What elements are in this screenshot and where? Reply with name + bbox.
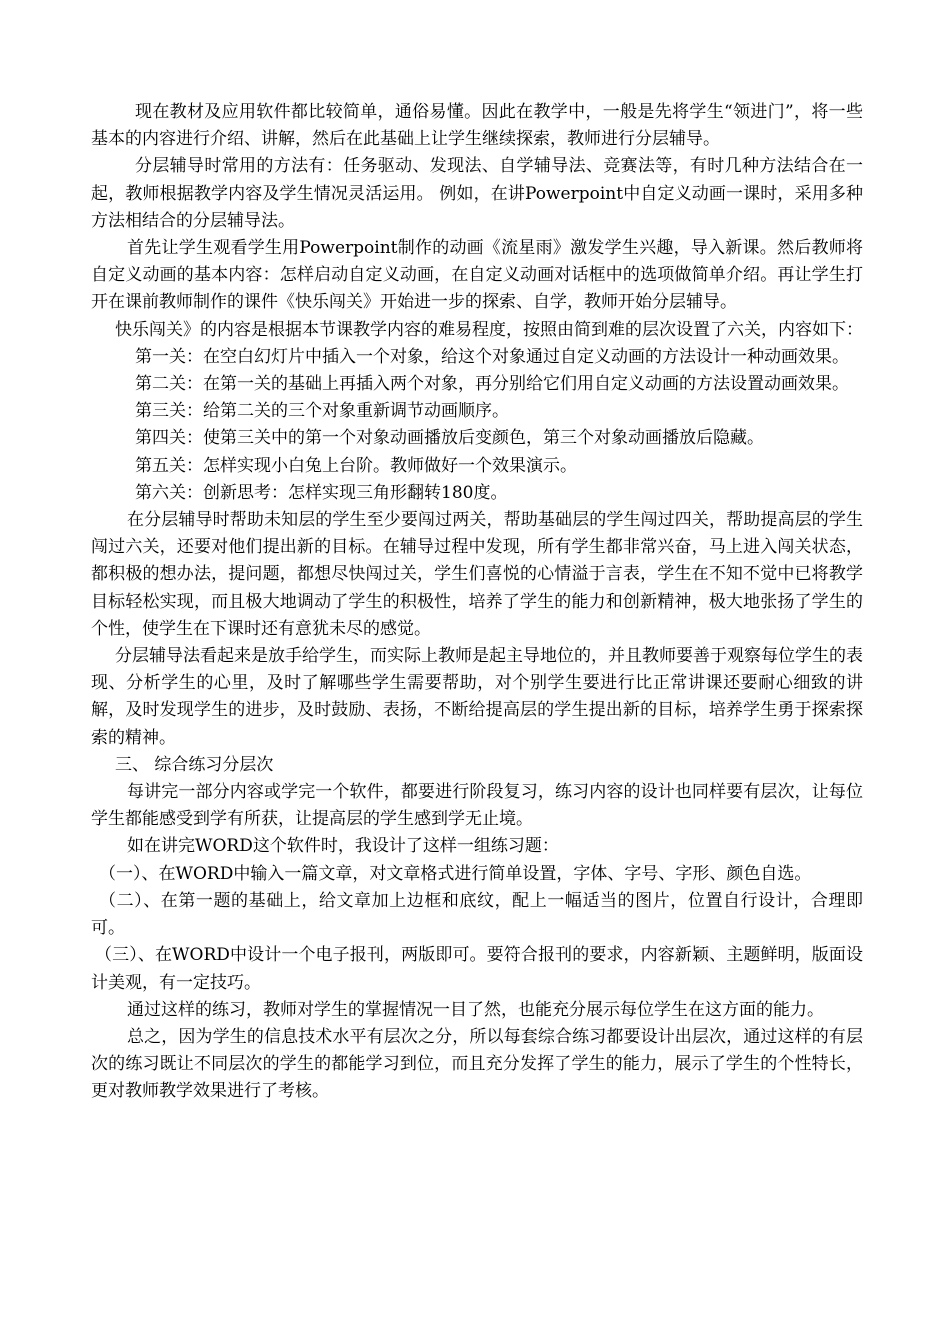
level-item: 第三关：给第二关的三个对象重新调节动画顺序。 bbox=[135, 401, 509, 422]
paragraph: 如在讲完WORD这个软件时，我设计了这样一组练习题： bbox=[127, 836, 559, 857]
exercise-item: （二）、在第一题的基础上，给文章加上边框和底纹，配上一幅适当的图片，位置自行设计，合理即可。 bbox=[91, 890, 863, 939]
paragraph: 快乐闯关》的内容是根据本节课教学内容的难易程度，按照由简到难的层次设置了六关，内容如下： bbox=[115, 319, 863, 340]
paragraph: 通过这样的练习，教师对学生的掌握情况一目了然，也能充分展示每位学生在这方面的能力。 bbox=[127, 999, 824, 1020]
level-item: 第四关：使第三关中的第一个对象动画播放后变颜色，第三个对象动画播放后隐藏。 bbox=[135, 428, 764, 449]
paragraph: 在分层辅导时帮助未知层的学生至少要闯过两关，帮助基础层的学生闯过四关，帮助提高层的学生闯过六关，还要对他们提出新的目标。在辅导过程中发现，所有学生都非常兴奋，马上进入闯关状态，都积极的想办法，提问题，都想尽快闯过关，学生们喜悦的心情溢于言表，学生在不知不觉中已将教学目标轻松实现，而且极大地调动了学生的积极性，培养了学生的能力和创新精神，极大地张扬了学生的个性，使学生在下课时还有意犹未尽的感觉。 bbox=[91, 510, 863, 639]
exercise-item: （一）、在WORD中输入一篇文章，对文章格式进行简单设置，字体、字号、字形、颜色自选。 bbox=[99, 863, 812, 884]
exercise-item: （三）、在WORD中设计一个电子报刊，两版即可。要符合报刊的要求，内容新颖、主题鲜明，版面设计美观，有一定技巧。 bbox=[91, 945, 863, 993]
section-heading: 三、 综合练习分层次 bbox=[115, 754, 274, 775]
paragraph: 分层辅导时常用的方法有：任务驱动、发现法、自学辅导法、竞赛法等，有时几种方法结合在一起，教师根据教学内容及学生情况灵活运用。 例如，在讲Powerpoint中自定义动画一课时，采用多种方法相结合的分层辅导法。 bbox=[91, 156, 863, 231]
paragraph: 分层辅导法看起来是放手给学生，而实际上教师是起主导地位的，并且教师要善于观察每位学生的表现、分析学生的心里，及时了解哪些学生需要帮助，对个别学生要进行比正常讲课还要耐心细致的讲解，及时发现学生的进步，及时鼓励、表扬，不断给提高层的学生提出新的目标，培养学生勇于探索探索的精神。 bbox=[91, 646, 863, 748]
level-item: 第一关：在空白幻灯片中插入一个对象，给这个对象通过自定义动画的方法设计一种动画效果。 bbox=[135, 346, 849, 367]
level-item: 第二关：在第一关的基础上再插入两个对象，再分别给它们用自定义动画的方法设置动画效果。 bbox=[135, 374, 849, 395]
level-item: 第六关：创新思考：怎样实现三角形翻转180度。 bbox=[135, 482, 508, 503]
level-item: 第五关：怎样实现小白兔上台阶。教师做好一个效果演示。 bbox=[135, 455, 577, 476]
paragraph: 总之，因为学生的信息技术水平有层次之分，所以每套综合练习都要设计出层次，通过这样的有层次的练习既让不同层次的学生的都能学习到位，而且充分发挥了学生的能力，展示了学生的个性特长，更对教师教学效果进行了考核。 bbox=[91, 1026, 863, 1102]
paragraph: 现在教材及应用软件都比较简单，通俗易懂。因此在教学中，一般是先将学生“领进门”，将一些基本的内容进行介绍、讲解，然后在此基础上让学生继续探索，教师进行分层辅导。 bbox=[91, 102, 863, 150]
paragraph: 首先让学生观看学生用Powerpoint制作的动画《流星雨》激发学生兴趣，导入新课。然后教师将自定义动画的基本内容：怎样启动自定义动画，在自定义动画对话框中的选项做简单介绍。再让学生打开在课前教师制作的课件《快乐闯关》开始进一步的探索、自学，教师开始分层辅导。 bbox=[91, 238, 863, 313]
document-body bbox=[91, 99, 863, 1106]
paragraph: 每讲完一部分内容或学完一个软件，都要进行阶段复习，练习内容的设计也同样要有层次，让每位学生都能感受到学有所获，让提高层的学生感到学无止境。 bbox=[91, 782, 863, 830]
